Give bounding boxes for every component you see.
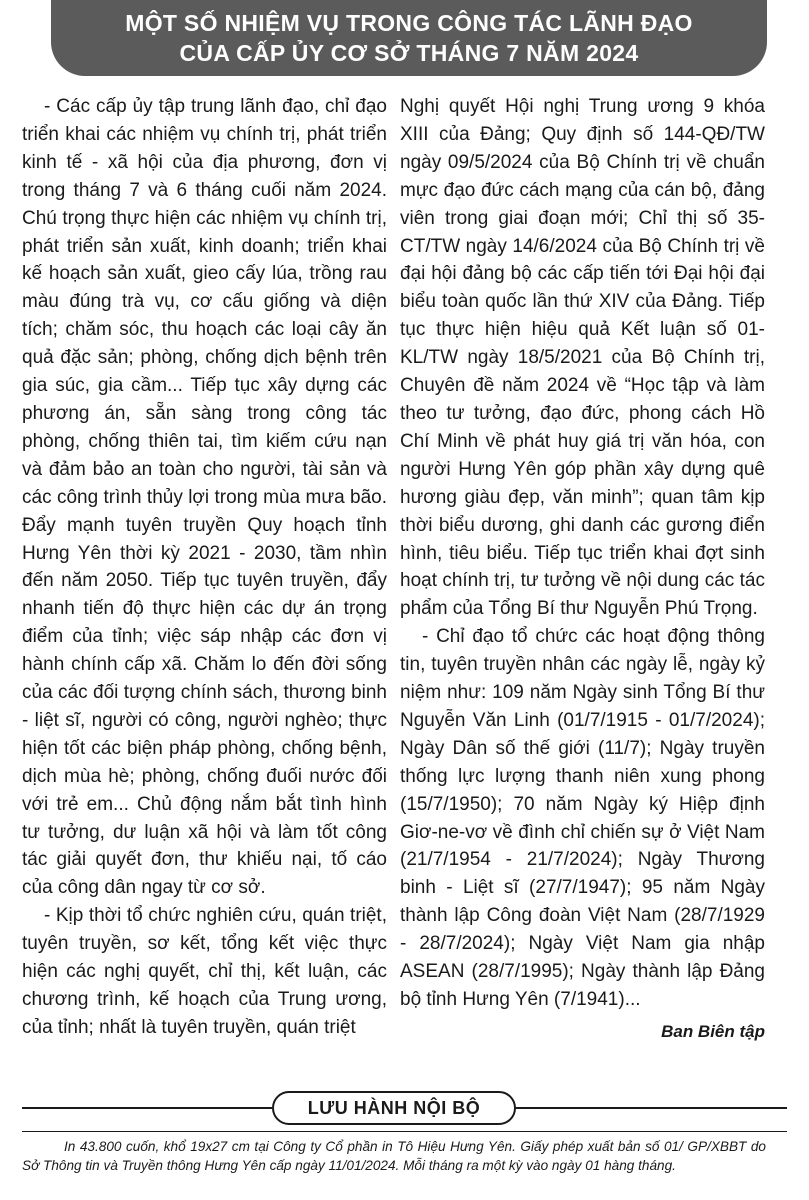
right-column	[400, 93, 765, 1046]
badge-rule-right	[516, 1107, 787, 1109]
imprint-divider	[22, 1131, 787, 1132]
title-line-1: MỘT SỐ NHIỆM VỤ TRONG CÔNG TÁC LÃNH ĐẠO	[125, 10, 693, 36]
title-banner	[51, 0, 767, 76]
paragraph-3: - Chỉ đạo tổ chức các hoạt động thông tin, tuyên truyền nhân các ngày lễ, ngày kỷ niệm như: 109 năm Ngày sinh Tổng Bí thư Nguyễn Văn Linh (01/7/1915 - 01/7/2024); Ngày Dân số thế giới (11/7); Ngày truyền thống lực lượng thanh niên xung phong (15/7/1950); 70 năm Ngày ký Hiệp định Giơ-ne-vơ về đình chỉ chiến sự ở Việt Nam (21/7/1954 - 21/7/2024); Ngày Thương binh - Liệt sĩ (27/7/1947); 95 năm Ngày thành lập Công đoàn Việt Nam (28/7/1929 - 28/7/2024); Ngày Việt Nam gia nhập ASEAN (28/7/1995); Ngày thành lập Đảng bộ tỉnh Hưng Yên (7/1941)...	[400, 626, 765, 1010]
badge-rule-left	[22, 1107, 272, 1109]
imprint-note: In 43.800 cuốn, khổ 19x27 cm tại Công ty Cổ phần in Tô Hiệu Hưng Yên. Giấy phép xuất bản số 01/ GP/XBBT do Sở Thông tin và Truyền thông Hưng Yên cấp ngày 11/01/2024. Mỗi tháng ra một kỳ vào ngày 01 hàng tháng.	[22, 1139, 766, 1173]
left-column	[22, 93, 387, 1042]
signature: Ban Biên tập	[661, 1021, 765, 1041]
paragraph-2-continued: Nghị quyết Hội nghị Trung ương 9 khóa XIII của Đảng; Quy định số 144-QĐ/TW ngày 09/5/2024 của Bộ Chính trị về chuẩn mực đạo đức cách mạng của cán bộ, đảng viên trong giai đoạn mới; Chỉ thị số 35-CT/TW ngày 14/6/2024 của Bộ Chính trị về đại hội đảng bộ các cấp tiến tới Đại hội đại biểu toàn quốc lần thứ XIV của Đảng. Tiếp tục thực hiện hiệu quả Kết luận số 01-KL/TW ngày 18/5/2021 của Bộ Chính trị, Chuyên đề năm 2024 về “Học tập và làm theo tư tưởng, đạo đức, phong cách Hồ Chí Minh về phát huy giá trị văn hóa, con người Hưng Yên góp phần xây dựng quê hương giàu đẹp, văn minh”; quan tâm kịp thời biểu dương, ghi danh các gương điển hình, tiêu biểu. Tiếp tục triển khai đợt sinh hoạt chính trị, tư tưởng về nội dung các tác phẩm của Tổng Bí thư Nguyễn Phú Trọng.	[400, 96, 765, 620]
paragraph-2-start: - Kịp thời tổ chức nghiên cứu, quán triệt, tuyên truyền, sơ kết, tổng kết việc thực hiện các nghị quyết, chỉ thị, kết luận, các chương trình, kế hoạch của Trung ương, của tỉnh; nhất là tuyên truyền, quán triệt	[22, 905, 387, 1038]
paragraph-1: - Các cấp ủy tập trung lãnh đạo, chỉ đạo triển khai các nhiệm vụ chính trị, phát triển kinh tế - xã hội của địa phương, đơn vị trong tháng 7 và 6 tháng cuối năm 2024. Chú trọng thực hiện các nhiệm vụ chính trị, phát triển sản xuất, kinh doanh; triển khai kế hoạch sản xuất, gieo cấy lúa, trồng rau màu đúng trà vụ, cơ cấu giống và diện tích; chăm sóc, thu hoạch các loại cây ăn quả đặc sản; phòng, chống dịch bệnh trên gia súc, gia cầm... Tiếp tục xây dựng các phương án, sẵn sàng trong công tác phòng, chống thiên tai, tìm kiếm cứu nạn và đảm bảo an toàn cho người, tài sản và các công trình thủy lợi trong mùa mưa bão. Đẩy mạnh tuyên truyền Quy hoạch tỉnh Hưng Yên thời kỳ 2021 - 2030, tầm nhìn đến năm 2050. Tiếp tục tuyên truyền, đẩy nhanh tiến độ thực hiện các dự án trọng điểm của tỉnh; việc sáp nhập các đơn vị hành chính cấp xã. Chăm lo đến đời sống của các đối tượng chính sách, thương binh - liệt sĩ, người có công, người nghèo; thực hiện tốt các biện pháp phòng, chống bệnh, dịch mùa hè; phòng, chống đuối nước đối với trẻ em... Chủ động nắm bắt tình hình tư tưởng, dư luận xã hội và làm tốt công tác giải quyết đơn, thư khiếu nại, tố cáo của công dân ngay từ cơ sở.	[22, 96, 387, 899]
title-line-2: CỦA CẤP ỦY CƠ SỞ THÁNG 7 NĂM 2024	[179, 40, 639, 66]
internal-circulation-badge: LƯU HÀNH NỘI BỘ	[272, 1091, 516, 1125]
